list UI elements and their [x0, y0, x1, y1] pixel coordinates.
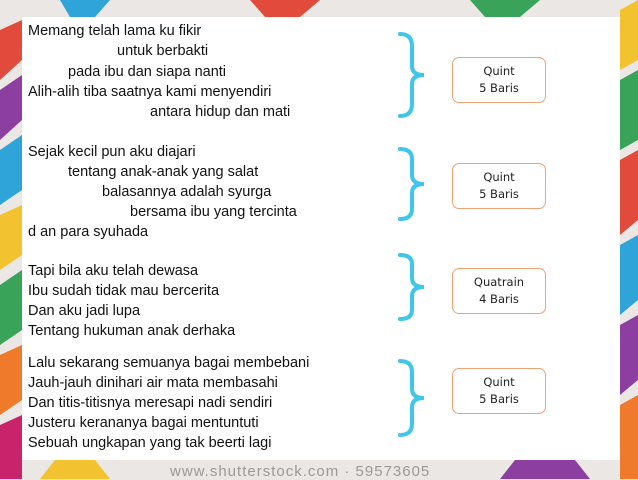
poem-line: Sejak kecil pun aku diajari — [28, 144, 196, 160]
stock-watermark: www.shutterstock.com · 59573605 — [170, 463, 431, 480]
stanza-type: Quint — [483, 64, 515, 78]
poem-line: Memang telah lama ku fikir — [28, 23, 202, 39]
poem-line: Tentang hukuman anak derhaka — [28, 323, 236, 339]
stanza-type: Quint — [483, 170, 515, 184]
poem-line: Lalu sekarang semuanya bagai membebani — [28, 355, 310, 371]
right-curly-brace-icon — [394, 251, 430, 323]
poem-line: bersama ibu yang tercinta — [130, 204, 297, 220]
poem-line: Dan titis-titisnya meresapi nadi sendiri — [28, 395, 273, 411]
poem-line: Tapi bila aku telah dewasa — [28, 263, 199, 279]
poem-line: untuk berbakti — [117, 43, 209, 59]
poem-line: Justeru kerananya bagai mentuntuti — [28, 415, 259, 431]
stanza-line-count: 4 Baris — [479, 292, 519, 306]
poem-line: d an para syuhada — [28, 224, 149, 240]
poem-line: pada ibu dan siapa nanti — [68, 64, 227, 80]
poem-line: Ibu sudah tidak mau bercerita — [28, 283, 220, 299]
stanza-label-quint — [452, 57, 546, 103]
right-curly-brace-icon — [394, 357, 430, 439]
poem-line: Jauh-jauh dinihari air mata membasahi — [28, 375, 278, 391]
poem-line: Alih-alih tiba saatnya kami menyendiri — [28, 84, 272, 100]
right-curly-brace-icon — [394, 30, 430, 120]
stanza-type: Quatrain — [473, 275, 525, 289]
stanza-label-quint — [452, 368, 546, 414]
stanza-type: Quint — [483, 375, 515, 389]
poem-line: Dan aku jadi lupa — [28, 303, 141, 319]
stanza-line-count: 5 Baris — [479, 187, 519, 201]
stanza-label-quint — [452, 163, 546, 209]
poem-card — [22, 17, 620, 460]
poem-line: antara hidup dan mati — [150, 104, 291, 120]
stanza-label-quatrain — [452, 268, 546, 314]
stanza-line-count: 5 Baris — [479, 392, 519, 406]
poem-line: Sebuah ungkapan yang tak beerti lagi — [28, 435, 272, 451]
right-curly-brace-icon — [394, 145, 430, 223]
poem-line: tentang anak-anak yang salat — [68, 164, 259, 180]
poem-line: balasannya adalah syurga — [102, 184, 272, 200]
stanza-line-count: 5 Baris — [479, 81, 519, 95]
